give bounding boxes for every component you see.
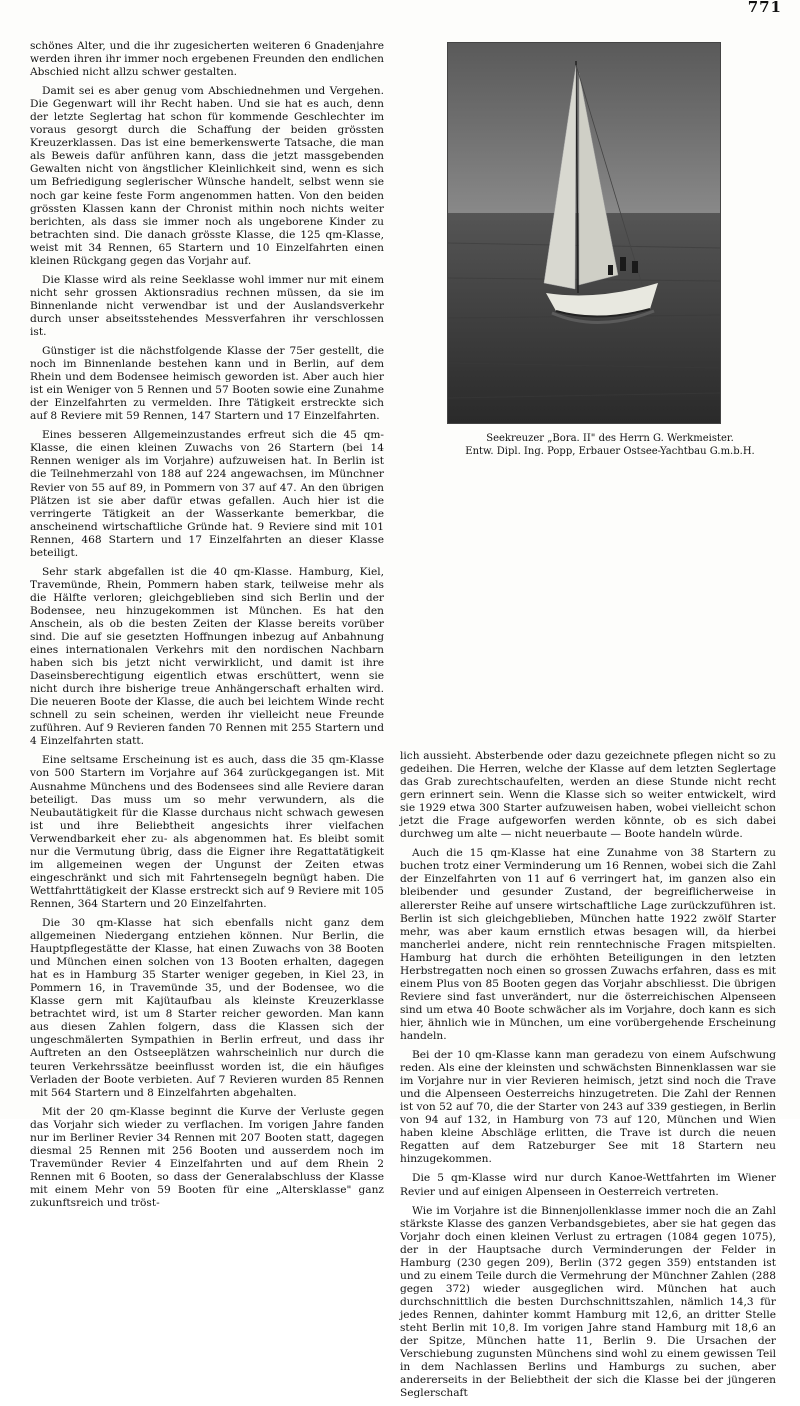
- paragraph: Sehr stark abgefallen ist die 40 qm-Klasse. Hamburg, Kiel, Travemünde, Rhein, Pommern haben stark, teilweise mehr als die Hälfte verloren; gleichgeblieben sind sich Berlin und der Bodensee, neu hinzugekommen ist München. Es hat den Anschein, als ob die besten Zeiten der Klasse bereits vorüber sind. Die auf sie gesetzten Hoffnungen inbezug auf Anbahnung eines internationalen Verkehrs mit den nordischen Nachbarn haben sich bis jetzt nicht verwirklicht, und damit ist ihre Daseinsberechtigung eigentlich etwas erschüttert, wenn sie nicht durch ihre bisherige treue Anhängerschaft erhalten wird. Die neueren Boote der Klasse, die auch bei leichtem Winde recht schnell zu sein scheinen, werden ihr vielleicht neue Freunde zuführen. Auf 9 Revieren fanden 70 Rennen mit 255 Startern und 4 Einzelfahrten statt.: [30, 565, 384, 748]
- paragraph: lich aussieht. Absterbende oder dazu gezeichnete pflegen nicht so zu gedeihen. Die Herren, welche der Klasse auf dem letzten Seglertage das Grab zurechtschaufelten, werden an diese Stunde nicht recht gern erinnert sein. Wenn die Klasse sich so weiter entwickelt, wird sie 1929 etwa 300 Starter aufzuweisen haben, wobei vielleicht schon jetzt die Frage aufgeworfen werden könnte, ob es sich dabei durchweg um alte — nicht neuerbaute — Boote handeln würde.: [400, 750, 776, 841]
- left-column: [30, 40, 384, 1216]
- paragraph: Die 5 qm-Klasse wird nur durch Kanoe-Wettfahrten im Wiener Revier und auf einigen Alpenseen in Oesterreich vertreten.: [400, 1172, 776, 1198]
- caption-line-1: Seekreuzer „Bora. II" des Herrn G. Werkmeister.: [486, 433, 734, 444]
- paragraph: Die Klasse wird als reine Seeklasse wohl immer nur mit einem nicht sehr grossen Aktionsradius rechnen müssen, da sie im Binnenlande nicht verwendbar ist und der Auslandsverkehr durch unser abseitsstehendes Messverfahren ihr verschlossen ist.: [30, 273, 384, 338]
- paragraph: Eine seltsame Erscheinung ist es auch, dass die 35 qm-Klasse von 500 Startern im Vorjahre auf 364 zurückgegangen ist. Mit Ausnahme Münchens und des Bodensees sind alle Reviere daran beteiligt. Das muss um so mehr verwundern, als die Neubautätigkeit für die Klasse durchaus nicht schwach gewesen ist und ihre Beliebtheit angesichts ihrer vielfachen Verwendbarkeit eher zu- als abgenommen hat. Es bleibt somit nur die Vermutung übrig, dass die Eigner ihre Regattatätigkeit im allgemeinen wegen der Ungunst der Zeiten etwas eingeschränkt und sich mit Fahrtensegeln begnügt haben. Die Wettfahrttätigkeit der Klasse erstreckt sich auf 9 Reviere mit 105 Rennen, 364 Startern und 20 Einzelfahrten.: [30, 754, 384, 910]
- photo-caption: [445, 432, 775, 458]
- paragraph: Auch die 15 qm-Klasse hat eine Zunahme von 38 Startern zu buchen trotz einer Verminderung um 16 Rennen, wobei sich die Zahl der Einzelfahrten von 11 auf 6 verringert hat, im ganzen also ein bleibender und gesunder Zustand, der begreiflicherweise in allererster Reihe auf unsere wirtschaftliche Lage zurückzuführen ist. Berlin ist sich gleichgeblieben, München hatte 1922 zwölf Starter mehr, was aber kaum ernstlich etwas besagen will, da hierbei mancherlei andere, nicht rein renntechnische Fragen mitspielten. Hamburg hat durch die erhöhten Beteiligungen in den letzten Herbstregatten noch einen so grossen Zuwachs erfahren, dass es mit einem Plus von 85 Booten gegen das Vorjahr abschliesst. Die übrigen Reviere sind fast unverändert, nur die österreichischen Alpenseen sind um etwa 40 Boote schwächer als im Vorjahre, doch kann es sich hier, ähnlich wie in München, um eine vorübergehende Erscheinung handeln.: [400, 847, 776, 1042]
- page-number: 771: [747, 0, 782, 16]
- paragraph: schönes Alter, und die ihr zugesicherten weiteren 6 Gnadenjahre werden ihren ihr immer noch ergebenen Freunden den endlichen Abschied nicht allzu schwer gestalten.: [30, 40, 384, 79]
- right-column: [400, 750, 776, 1406]
- sailboat-image: [448, 43, 720, 423]
- paragraph: Damit sei es aber genug vom Abschiednehmen und Vergehen. Die Gegenwart will ihr Recht haben. Und sie hat es auch, denn der letzte Seglertag hat schon für kommende Geschlechter im voraus gesorgt durch die Schaffung der beiden grössten Kreuzerklassen. Das ist eine bemerkenswerte Tatsache, die man als Beweis dafür anführen kann, dass die jetzt massgebenden Gewalten nicht von ängstlicher Kleinlichkeit sind, wenn es sich um Befriedigung seglerischer Wünsche handelt, selbst wenn sie noch gar keine feste Form angenommen hatten. Von den beiden grössten Klassen kann der Chronist mithin noch nichts weiter berichten, als dass sie immer noch als ungeborene Kinder zu betrachten sind. Die danach grösste Klasse, die 125 qm-Klasse, weist mit 34 Rennen, 65 Startern und 10 Einzelfahrten einen kleinen Rückgang gegen das Vorjahr auf.: [30, 85, 384, 267]
- paragraph: Mit der 20 qm-Klasse beginnt die Kurve der Verluste gegen das Vorjahr sich wieder zu verflachen. Im vorigen Jahre fanden nur im Berliner Revier 34 Rennen mit 207 Booten statt, dagegen diesmal 25 Rennen mit 256 Booten und ausserdem noch im Travemünder Revier 4 Einzelfahrten und auf dem Rhein 2 Rennen mit 6 Booten, so dass der Generalabschluss der Klasse mit einem Mehr von 59 Booten für eine „Altersklasse" ganz zukunftsreich und tröst-: [30, 1105, 384, 1209]
- paragraph: Eines besseren Allgemeinzustandes erfreut sich die 45 qm-Klasse, die einen kleinen Zuwachs von 26 Startern (bei 14 Rennen weniger als im Vorjahre) aufzuweisen hat. In Berlin ist die Teilnehmerzahl von 188 auf 224 angewachsen, im Münchner Revier von 55 auf 89, in Pommern von 37 auf 47. An den übrigen Plätzen ist sie aber dafür etwas gefallen. Auch hier ist die verringerte Tätigkeit an der Wasserkante bemerkbar, die anscheinend wirtschaftliche Gründe hat. 9 Reviere sind mit 101 Rennen, 468 Startern und 17 Einzelfahrten an dieser Klasse beteiligt.: [30, 429, 384, 559]
- paragraph: Die 30 qm-Klasse hat sich ebenfalls nicht ganz dem allgemeinen Niedergang entziehen können. Nur Berlin, die Hauptpflegestätte der Klasse, hat einen Zuwachs von 38 Booten und München einen solchen von 13 Booten erhalten, dagegen hat es in Hamburg 35 Starter weniger gegeben, in Kiel 23, in Pommern 16, in Travemünde 35, und der Bodensee, wo die Klasse gern mit Kajütaufbau als kleinste Kreuzerklasse betrachtet wird, ist um 8 Starter reicher geworden. Man kann aus diesen Zahlen folgern, dass die Klassen sich der ungeschmälerten Sympathien in Berlin erfreut, und dass ihr Auftreten an den Ostseeplätzen wahrscheinlich nur durch die teuren Verkehrssätze beeinflusst worden ist, die ein häufiges Verladen der Boote verbieten. Auf 7 Revieren wurden 85 Rennen mit 564 Startern und 8 Einzelfahrten abgehalten.: [30, 917, 384, 1099]
- sailboat-photo: [447, 42, 721, 424]
- caption-line-2: Entw. Dipl. Ing. Popp, Erbauer Ostsee-Yachtbau G.m.b.H.: [465, 446, 755, 457]
- paragraph: Wie im Vorjahre ist die Binnenjollenklasse immer noch die an Zahl stärkste Klasse des ganzen Verbandsgebietes, aber sie hat gegen das Vorjahr doch einen kleinen Verlust zu ertragen (1084 gegen 1075), der in der Hauptsache durch Verminderungen der Felder in Hamburg (230 gegen 209), Berlin (372 gegen 359) entstanden ist und zu einem Teile durch die Vermehrung der Münchner Zahlen (288 gegen 372) wieder ausgeglichen wird. München hat auch durchschnittlich die besten Durchschnittszahlen, nämlich 14,3 für jedes Rennen, dahinter kommt Hamburg mit 12,6, an dritter Stelle steht Berlin mit 10,8. Im vorigen Jahre stand Hamburg mit 18,6 an der Spitze, München hatte 11, Berlin 9. Die Ursachen der Verschiebung zugunsten Münchens sind wohl zu einem gewissen Teil in dem Nachlassen Berlins und Hamburgs zu suchen, aber andererseits in der Beliebtheit der sich die Klasse bei der jüngeren Seglerschaft: [400, 1204, 776, 1400]
- paragraph: Günstiger ist die nächstfolgende Klasse der 75er gestellt, die noch im Binnenlande bestehen kann und in Berlin, auf dem Rhein und dem Bodensee heimisch geworden ist. Aber auch hier ist ein Weniger von 5 Rennen und 57 Booten sowie eine Zunahme der Einzelfahrten zu vermelden. Ihre Tätigkeit erstreckte sich auf 8 Reviere mit 59 Rennen, 147 Startern und 17 Einzelfahrten.: [30, 345, 384, 423]
- paragraph: Bei der 10 qm-Klasse kann man geradezu von einem Aufschwung reden. Als eine der kleinsten und schwächsten Binnenklassen war sie im Vorjahre nur in vier Revieren heimisch, jetzt sind noch die Trave und die Alpenseen Oesterreichs hinzugetreten. Die Zahl der Rennen ist von 52 auf 70, die der Starter von 243 auf 339 gestiegen, in Berlin von 94 auf 132, in Hamburg von 73 auf 120, München und Wien haben kleine Abschläge erlitten, die Trave ist durch die neuen Regatten auf dem Ratzeburger See mit 18 Startern neu hinzugekommen.: [400, 1049, 776, 1166]
